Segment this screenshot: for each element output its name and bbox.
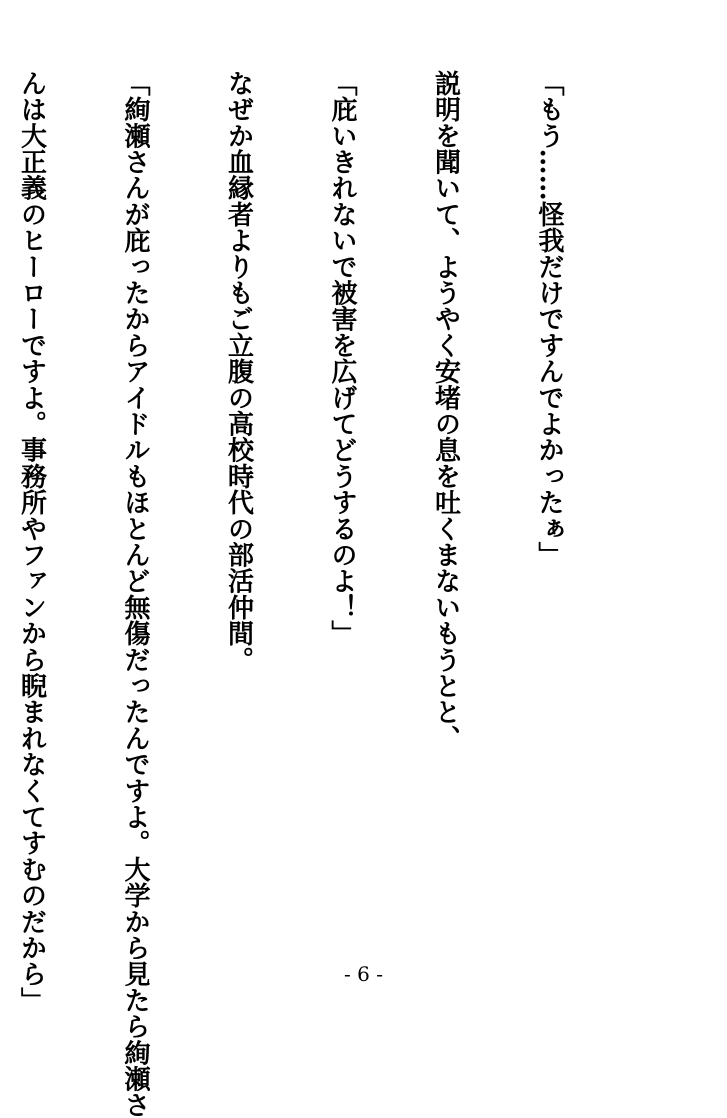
text-line: んは大正義のヒーローですよ。事務所やファンから睨まれなくてすむのだから」	[16, 70, 47, 1014]
text-line: 「もう……怪我だけですんでよかったぁ」	[534, 70, 564, 568]
text-line: 「庇いきれないで被害を広げてどうするのよ！」	[327, 70, 357, 647]
text-line: なぜか血縁者よりもご立腹の高校時代の部活仲間。	[223, 70, 254, 673]
text-line: 「絢瀬さんが庇ったからアイドルもほとんど無傷だったんですよ。大学から見たら絢瀬さ	[120, 70, 150, 1118]
page-number: - 6 -	[344, 962, 383, 986]
vertical-text-block	[0, 70, 635, 1118]
text-line: 説明を聞いて、ようやく安堵の息を吐くまないもうとと、	[430, 70, 461, 752]
